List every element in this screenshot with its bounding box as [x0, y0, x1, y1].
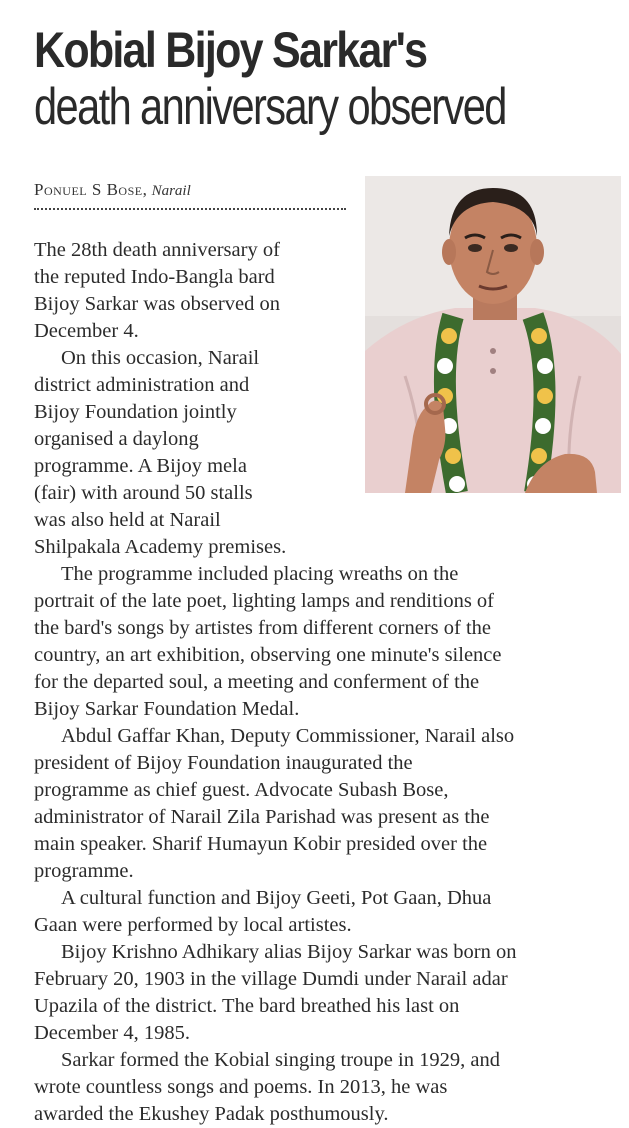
text-line: Bijoy Foundation jointly [34, 401, 237, 423]
text-line: Bijoy Krishno Adhikary alias Bijoy Sarkar was born on [61, 941, 517, 963]
text-line: Shilpakala Academy premises. [34, 536, 287, 558]
text-line: A cultural function and Bijoy Geeti, Pot Gaan, Dhua [61, 887, 492, 909]
text-line: organised a daylong [34, 428, 199, 450]
text-line: administrator of Narail Zila Parishad was present as the [34, 806, 490, 828]
byline-place: Narail [151, 183, 191, 199]
text-line: the bard's songs by artistes from different corners of the [34, 617, 492, 639]
portrait-painting-icon [365, 176, 621, 493]
text-line: Upazila of the district. The bard breathed his last on [34, 995, 460, 1017]
text-line: president of Bijoy Foundation inaugurated the [34, 752, 413, 774]
text-line: On this occasion, Narail [61, 347, 260, 369]
text-line: (fair) with around 50 stalls [34, 482, 253, 504]
headline [34, 22, 624, 136]
text-line: Sarkar formed the Kobial singing troupe in 1929, and [61, 1049, 500, 1071]
headline-line-1: Kobial Bijoy Sarkar's [34, 22, 427, 78]
text-line: Gaan were performed by local artistes. [34, 914, 352, 936]
text-line: programme. A Bijoy mela [34, 455, 247, 477]
text-line: Bijoy Sarkar was observed on [34, 293, 280, 315]
text-line: February 20, 1903 in the village Dumdi under Narail adar [34, 968, 508, 990]
headline-line-2: death anniversary observed [34, 78, 506, 136]
portrait-painting-image [365, 176, 621, 493]
text-line: country, an art exhibition, observing one minute's silence [34, 644, 502, 666]
article-body-wide [34, 561, 624, 1128]
text-line: The programme included placing wreaths on the [61, 563, 459, 585]
text-line: The 28th death anniversary of [34, 239, 280, 261]
byline-author: Ponuel S Bose, [34, 180, 148, 199]
text-line: December 4. [34, 320, 139, 342]
text-line: programme as chief guest. Advocate Subash Bose, [34, 779, 449, 801]
byline [34, 180, 191, 200]
text-line: district administration and [34, 374, 250, 396]
text-line: December 4, 1985. [34, 1022, 190, 1044]
article-body-narrow [34, 237, 354, 561]
text-line: the reputed Indo-Bangla bard [34, 266, 275, 288]
byline-divider [34, 208, 346, 210]
text-line: Bijoy Sarkar Foundation Medal. [34, 698, 300, 720]
text-line: portrait of the late poet, lighting lamps and renditions of [34, 590, 495, 612]
text-line: wrote countless songs and poems. In 2013, he was [34, 1076, 448, 1098]
text-line: main speaker. Sharif Humayun Kobir presided over the [34, 833, 488, 855]
text-line: awarded the Ekushey Padak posthumously. [34, 1103, 389, 1125]
text-line: Abdul Gaffar Khan, Deputy Commissioner, Narail also [61, 725, 515, 747]
text-line: for the departed soul, a meeting and conferment of the [34, 671, 480, 693]
text-line: was also held at Narail [34, 509, 221, 531]
text-line: programme. [34, 860, 134, 882]
